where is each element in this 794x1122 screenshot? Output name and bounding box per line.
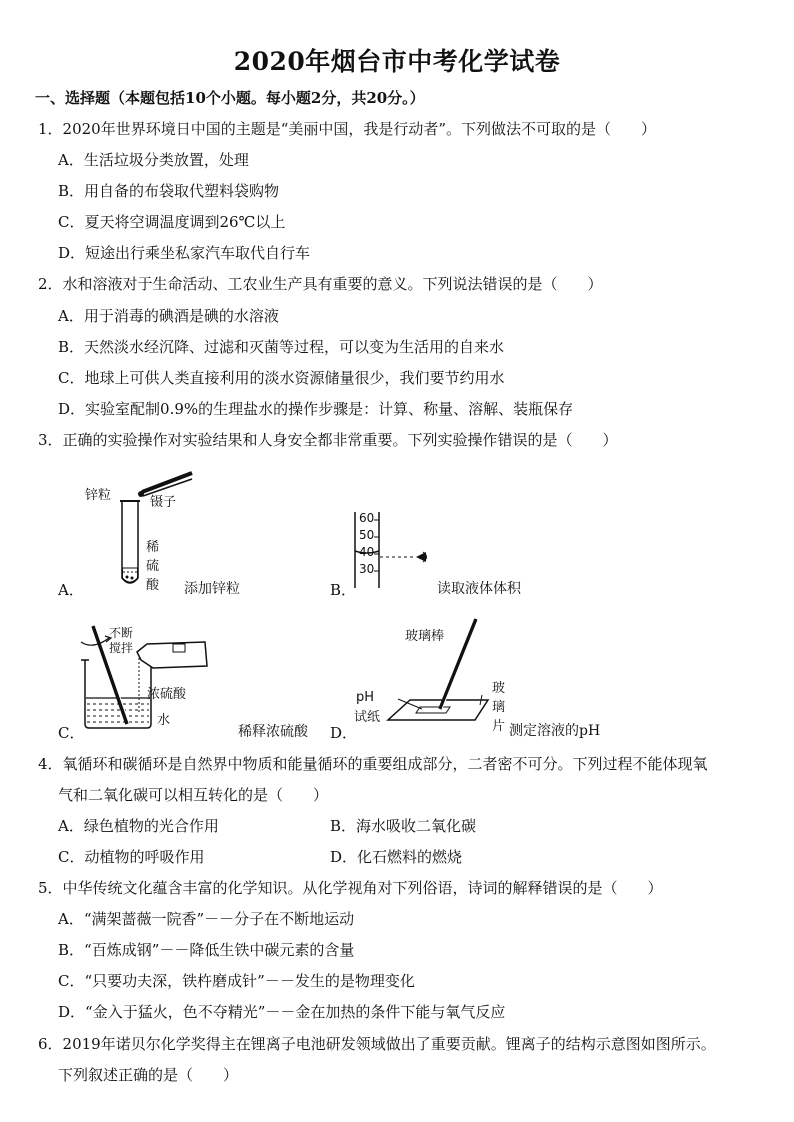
figure-d-caption: 测定溶液的pH <box>509 723 601 739</box>
label-test-paper: 试纸 <box>354 710 381 725</box>
question-4-stem-line-1: 4．氧循环和碳循环是自然界中物质和能量循环的重要组成部分，二者密不可分。下列过程不能体现氧 <box>38 755 708 773</box>
question-4-option-b: B．海水吸收二氧化碳 <box>330 817 477 835</box>
question-4-option-c: C．动植物的呼吸作用 <box>58 848 205 866</box>
question-4-stem-line-2: 气和二氧化碳可以相互转化的是（ ） <box>58 786 329 804</box>
question-1-option-c: C．夏天将空调温度调到26℃以上 <box>58 213 286 231</box>
figure-b-letter: B． <box>330 581 357 599</box>
label-water: 水 <box>157 713 171 728</box>
label-glass-2: 璃 <box>492 700 506 715</box>
cylinder-tick-30: 30 <box>359 562 375 576</box>
label-glass-rod: 玻璃棒 <box>405 629 445 644</box>
label-stir-2: 搅拌 <box>109 641 134 655</box>
question-5-option-a: A．“满架蔷薇一院香”－－分子在不断地运动 <box>58 910 355 928</box>
question-1-option-b: B．用自备的布袋取代塑料袋购物 <box>58 182 280 200</box>
label-glass-1: 玻 <box>492 681 506 696</box>
question-5-option-c: C．“只要功夫深，铁杵磨成针”－－发生的是物理变化 <box>58 972 415 990</box>
label-concentrated-acid: 浓硫酸 <box>147 687 187 702</box>
label-tweezers: 镊子 <box>150 495 177 510</box>
label-dilute-2: 硫 <box>146 559 160 574</box>
label-dilute-1: 稀 <box>146 540 160 555</box>
label-zinc: 锌粒 <box>85 488 112 503</box>
question-3-stem: 3．正确的实验操作对实验结果和人身安全都非常重要。下列实验操作错误的是（ ） <box>38 431 618 449</box>
question-4-option-d: D．化石燃料的燃烧 <box>330 848 463 866</box>
question-5-stem: 5．中华传统文化蕴含丰富的化学知识。从化学视角对下列俗语，诗词的解释错误的是（ ） <box>38 879 663 897</box>
figure-c-letter: C． <box>58 724 85 742</box>
figure-a-letter: A． <box>58 581 84 599</box>
cylinder-tick-60: 60 <box>359 511 375 525</box>
question-5-option-b: B．“百炼成钢”－－降低生铁中碳元素的含量 <box>58 941 355 959</box>
question-5-option-d: D．“金入于猛火，色不夺精光”－－金在加热的条件下能与氧气反应 <box>58 1003 506 1021</box>
question-1-stem: 1．2020年世界环境日中国的主题是“美丽中国，我是行动者”。下列做法不可取的是（ ） <box>38 120 657 138</box>
page-title: 2020年烟台市中考化学试卷 <box>233 47 561 76</box>
question-6-stem-line-2: 下列叙述正确的是（ ） <box>58 1066 239 1084</box>
cylinder-tick-50: 50 <box>359 528 375 542</box>
label-dilute-3: 酸 <box>146 578 160 593</box>
figure-c-caption: 稀释浓硫酸 <box>238 724 308 740</box>
label-glass-3: 片 <box>492 719 506 734</box>
section-heading: 一、选择题（本题包括10个小题。每小题2分，共20分。） <box>35 89 425 107</box>
figure-d-letter: D． <box>330 724 358 742</box>
question-2-stem: 2．水和溶液对于生命活动、工农业生产具有重要的意义。下列说法错误的是（ ） <box>38 275 603 293</box>
figure-c-beaker <box>75 620 215 730</box>
question-6-stem-line-1: 6．2019年诺贝尔化学奖得主在锂离子电池研发领域做出了重要贡献。锂离子的结构示意图如图所示。 <box>38 1035 716 1053</box>
question-2-option-b: B．天然淡水经沉降、过滤和灭菌等过程，可以变为生活用的自来水 <box>58 338 505 356</box>
figure-a-caption: 添加锌粒 <box>184 581 240 597</box>
figure-b-caption: 读取液体体积 <box>437 581 521 597</box>
question-2-option-c: C．地球上可供人类直接利用的淡水资源储量很少，我们要节约用水 <box>58 369 505 387</box>
question-4-option-a: A．绿色植物的光合作用 <box>58 817 219 835</box>
question-1-option-a: A．生活垃圾分类放置，处理 <box>58 151 249 169</box>
question-1-option-d: D．短途出行乘坐私家汽车取代自行车 <box>58 244 311 262</box>
question-2-option-d: D．实验室配制0.9%的生理盐水的操作步骤是：计算、称量、溶解、装瓶保存 <box>58 400 574 418</box>
label-ph: pH <box>356 690 375 705</box>
cylinder-tick-40: 40 <box>359 545 375 559</box>
question-2-option-a: A．用于消毒的碘酒是碘的水溶液 <box>58 307 279 325</box>
label-stir-1: 不断 <box>109 626 134 640</box>
